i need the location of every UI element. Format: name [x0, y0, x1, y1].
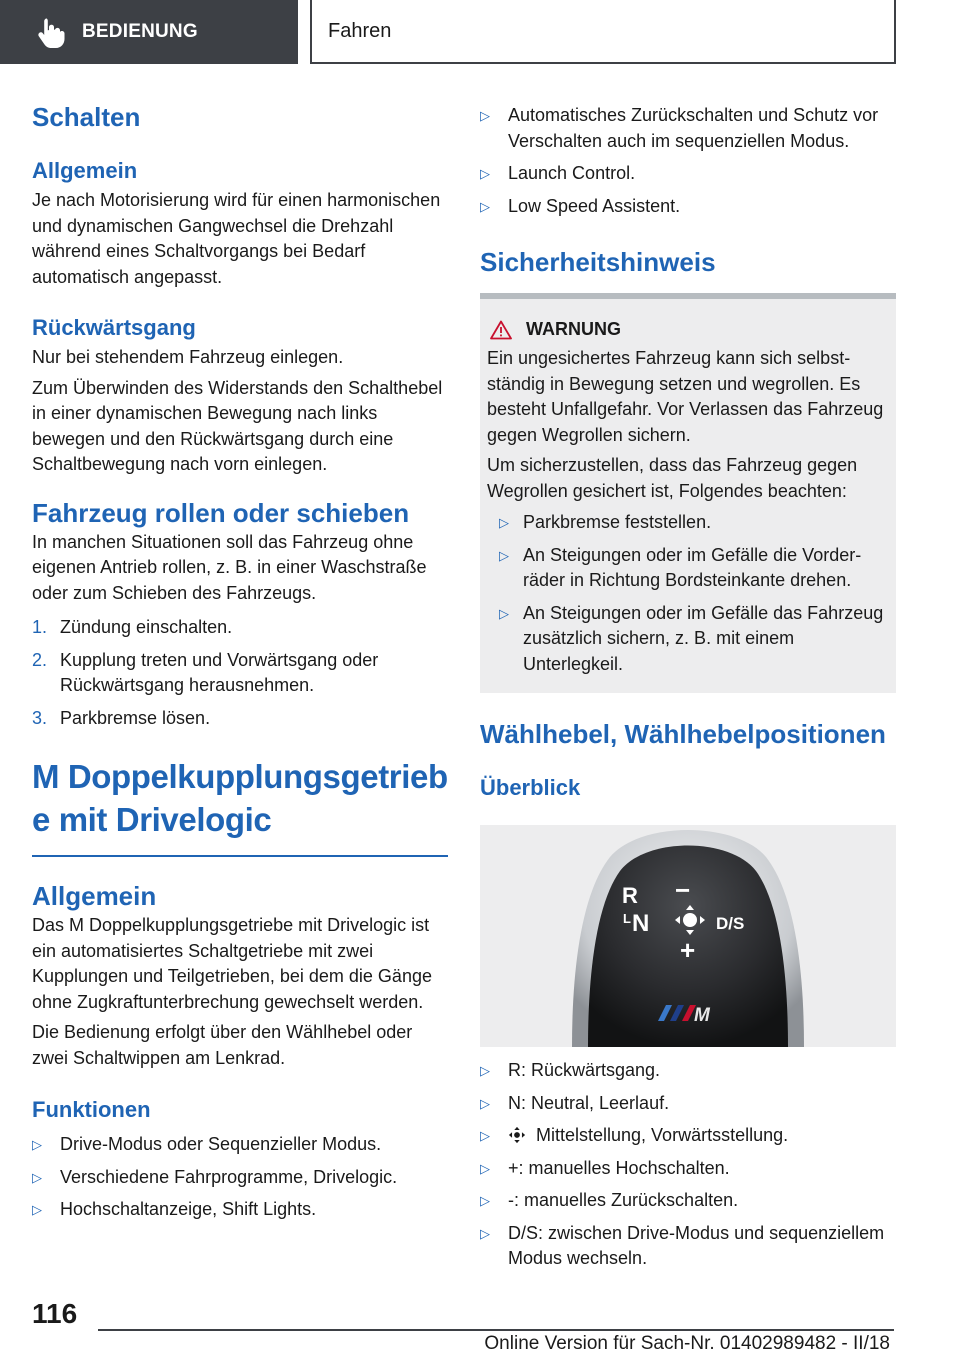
- list-item: [480, 103, 896, 154]
- hand-pointer-icon: [32, 14, 68, 50]
- section-rule: [32, 855, 448, 857]
- step-number: 3.: [32, 707, 48, 728]
- funktionen-list-continued: [480, 103, 896, 219]
- list-item: [480, 194, 896, 220]
- step-text: Kupplung treten und Vorwärtsgang oder Rückwärtsgang herausnehmen.: [60, 649, 379, 695]
- list-item-text: R: Rückwärtsgang.: [508, 1060, 661, 1080]
- svg-text:M: M: [694, 1005, 710, 1026]
- paragraph-allgemein: Je nach Motorisierung wird für einen harmonischen und dynamischen Gangwechsel die Drehzahl während eines Schaltvorgangs bei Bedarf automatisch angepasst.: [32, 190, 441, 287]
- list-item-text: -: manuelles Zurückschalten.: [508, 1190, 739, 1210]
- bullet-icon: ▷: [480, 1095, 490, 1111]
- list-item-text: +: manuelles Hochschalten.: [508, 1157, 730, 1178]
- list-item: [32, 648, 448, 699]
- bullet-icon: ▷: [32, 1137, 42, 1152]
- left-column: [32, 100, 448, 1223]
- list-item: [487, 543, 884, 594]
- knob-label-ds: D/S: [716, 914, 745, 933]
- heading-waehlhebel: Wählhebel, Wählhebelpositionen: [480, 719, 886, 749]
- header-section-tab: [0, 0, 298, 64]
- center-position-icon: [508, 1126, 526, 1144]
- list-item: [32, 1132, 448, 1158]
- bullet-icon: ▷: [480, 1063, 490, 1078]
- heading-dkg-line-2: e mit Drivelogic: [32, 801, 272, 838]
- warning-paragraph-1: Ein ungesichertes Fahrzeug kann sich selbstständig in Bewegung setzen und wegrollen. Es besteht Unfallgefahr. Vor Verlassen das Fahrzeug gegen Wegrollen sichern.: [487, 348, 884, 445]
- header-section-label: BEDIENUNG: [82, 21, 198, 42]
- bullet-icon: ▷: [480, 1128, 490, 1143]
- bullet-icon: ▷: [32, 1169, 42, 1185]
- footer-online-version: Online Version für Sach-Nr. 01402989482 - II/18: [484, 1333, 890, 1354]
- knob-label-l: L: [623, 911, 631, 926]
- heading-funktionen: Funktionen: [32, 1097, 151, 1122]
- list-item: [480, 1156, 896, 1182]
- list-item-text: Parkbremse feststellen.: [523, 512, 712, 532]
- header-chapter-label: Fahren: [328, 19, 392, 42]
- bullet-icon: ▷: [480, 1193, 490, 1208]
- step-number: 2.: [32, 649, 48, 670]
- list-item: [480, 1091, 896, 1117]
- bullet-icon: ▷: [32, 1202, 42, 1217]
- paragraph-dkg-1: Das M Doppelkupplungsgetriebe mit Drivelogic ist ein automatisiertes Schaltgetriebe mit zwei Kupplungen und Teilgetrieben, bei dem die Gänge ohne Zugkraftunterbrechung gewechselt werden.: [32, 915, 432, 1012]
- heading-allgemein: Allgemein: [32, 158, 138, 183]
- list-item-text: An Steigungen oder im Gefälle die Vorderräder in Richtung Bordsteinkante drehen.: [523, 544, 862, 590]
- warning-header: [490, 319, 884, 340]
- list-item-text: Automatisches Zurückschalten und Schutz vor Verschalten auch im sequenziellen Modus.: [508, 105, 879, 151]
- list-item: [480, 1123, 896, 1149]
- heading-schalten: Schalten: [32, 102, 141, 132]
- heading-doppelkupplungsgetriebe: [32, 755, 448, 841]
- list-item-text: Hochschaltanzeige, Shift Lights.: [60, 1199, 317, 1219]
- step-text: Parkbremse lösen.: [60, 707, 211, 728]
- bullet-icon: ▷: [480, 108, 490, 123]
- heading-rueckwaertsgang: Rückwärtsgang: [32, 315, 196, 340]
- knob-label-plus: +: [680, 935, 696, 965]
- bullet-icon: ▷: [499, 515, 509, 530]
- bullet-icon: ▷: [480, 1225, 490, 1241]
- list-item: [480, 161, 896, 187]
- bullet-icon: ▷: [480, 1160, 490, 1176]
- funktionen-list: [32, 1132, 448, 1223]
- bullet-icon: ▷: [480, 166, 490, 181]
- right-column: [480, 100, 896, 1272]
- list-item-text: Launch Control.: [508, 163, 636, 183]
- list-item-label: Mittelstellung, Vorwärtsstellung.: [536, 1125, 789, 1145]
- warning-paragraph-2: Um sicherzustellen, dass das Fahrzeug gegen Wegrollen gesichert ist, Folgendes beachten:: [487, 455, 858, 501]
- positions-list: [480, 1058, 896, 1272]
- heading-dkg-line-1: M Doppelkupplungsgetrieb: [32, 758, 448, 795]
- heading-allgemein-dkg: Allgemein: [32, 881, 157, 911]
- list-item-text: Low Speed Assistent.: [508, 195, 681, 216]
- warning-box: [480, 299, 896, 693]
- heading-ueberblick: Überblick: [480, 775, 581, 800]
- header-chapter-box: [310, 0, 896, 64]
- knob-label-r: R: [622, 883, 638, 908]
- list-item-text: Verschiedene Fahrprogramme, Drivelogic.: [60, 1166, 398, 1187]
- list-item-text: Drive-Modus oder Sequenzieller Modus.: [60, 1134, 382, 1154]
- knob-label-n: N: [632, 910, 650, 937]
- page-number: 116: [32, 1298, 78, 1329]
- bullet-icon: ▷: [499, 605, 509, 621]
- step-text: Zündung einschalten.: [60, 617, 233, 637]
- list-item-text: D/S: zwischen Drive-Modus und sequenziellem Modus wechseln.: [508, 1222, 885, 1268]
- list-item-text: [508, 1123, 896, 1149]
- paragraph-fahrzeug-rollen: In manchen Situationen soll das Fahrzeug ohne eigenen Antrieb rollen, z. B. in einer Waschstraße oder zum Schieben des Fahrzeugs.: [32, 531, 427, 603]
- list-item: [32, 615, 448, 641]
- list-item-text: N: Neutral, Leerlauf.: [508, 1092, 670, 1113]
- heading-sicherheitshinweis: Sicherheitshinweis: [480, 247, 716, 277]
- warning-label: WARNUNG: [526, 319, 621, 339]
- paragraph-dkg-2: Die Bedienung erfolgt über den Wählhebel oder zwei Schaltwippen am Lenkrad.: [32, 1022, 413, 1068]
- list-item: [32, 1165, 448, 1191]
- step-number: 1.: [32, 617, 48, 637]
- gear-selector-knob-illustration: [480, 825, 896, 1047]
- list-item: [487, 601, 884, 678]
- paragraph-rueckwaertsgang-1: Nur bei stehendem Fahrzeug einlegen.: [32, 347, 344, 367]
- knob-label-minus: −: [675, 875, 691, 905]
- warning-triangle-icon: [490, 320, 512, 340]
- paragraph-rueckwaertsgang-2: Zum Überwinden des Widerstands den Schalthebel in einer dynamischen Bewegung nach links bewegen und den Rückwärtsgang durch eine Schaltbewegung nach vorn einlegen.: [32, 377, 443, 474]
- list-item: [487, 510, 884, 536]
- bullet-icon: ▷: [480, 198, 490, 214]
- list-item: [32, 706, 448, 732]
- list-item: [480, 1058, 896, 1084]
- steps-list: [32, 615, 448, 731]
- gear-selector-image: [480, 825, 896, 1047]
- bullet-icon: ▷: [499, 547, 509, 563]
- list-item-text: An Steigungen oder im Gefälle das Fahrzeug zusätzlich sichern, z. B. mit einem Unterlegkeil.: [523, 602, 884, 674]
- list-item: [32, 1197, 448, 1223]
- list-item: [480, 1188, 896, 1214]
- heading-fahrzeug-rollen: Fahrzeug rollen oder schieben: [32, 497, 410, 528]
- footer-rule: [98, 1329, 894, 1331]
- list-item: [480, 1221, 896, 1272]
